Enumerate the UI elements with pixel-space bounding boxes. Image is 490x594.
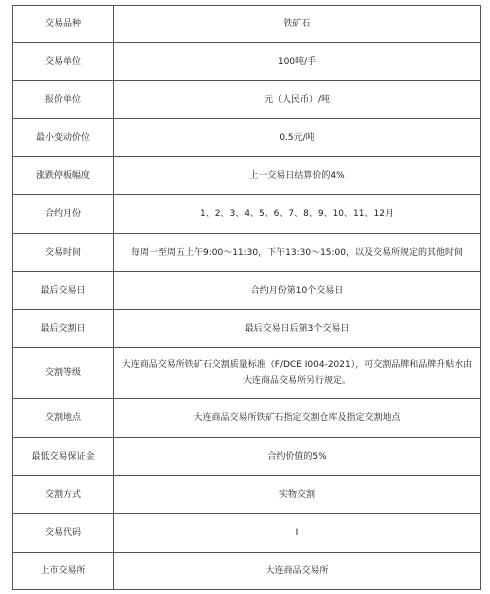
row-value: 最后交易日后第3个交易日 (114, 310, 481, 348)
contract-spec-container (12, 5, 481, 590)
row-label: 最低交易保证金 (13, 438, 114, 476)
table-row (13, 157, 481, 195)
row-value: 合约价值的5% (114, 438, 481, 476)
table-row (13, 6, 481, 43)
row-label: 交易时间 (13, 234, 114, 272)
contract-spec-table (12, 5, 481, 590)
table-row (13, 399, 481, 438)
row-label: 最后交易日 (13, 272, 114, 310)
row-value: 0.5元/吨 (114, 119, 481, 157)
row-value: 100吨/手 (114, 43, 481, 81)
row-label: 涨跌停板幅度 (13, 157, 114, 195)
row-value: I (114, 514, 481, 553)
row-label: 交割方式 (13, 476, 114, 514)
row-label: 上市交易所 (13, 553, 114, 590)
row-value: 上一交易日结算价的4% (114, 157, 481, 195)
table-row (13, 438, 481, 476)
row-value: 1、2、3、4、5、6、7、8、9、10、11、12月 (114, 195, 481, 234)
row-label: 交割等级 (13, 348, 114, 399)
row-value: 元（人民币）/吨 (114, 81, 481, 119)
table-row (13, 195, 481, 234)
row-label: 交割地点 (13, 399, 114, 438)
row-value: 实物交割 (114, 476, 481, 514)
row-label: 最后交割日 (13, 310, 114, 348)
table-row (13, 514, 481, 553)
row-value: 合约月份第10个交易日 (114, 272, 481, 310)
table-row (13, 476, 481, 514)
row-value: 铁矿石 (114, 6, 481, 43)
row-value: 大连商品交易所铁矿石交割质量标准（F/DCE I004-2021），可交割品牌和品牌升贴水由大连商品交易所另行规定。 (114, 348, 481, 399)
row-label: 最小变动价位 (13, 119, 114, 157)
table-row (13, 310, 481, 348)
table-row (13, 43, 481, 81)
table-row (13, 348, 481, 399)
row-value: 大连商品交易所 (114, 553, 481, 590)
row-value: 大连商品交易所铁矿石指定交割仓库及指定交割地点 (114, 399, 481, 438)
table-row (13, 272, 481, 310)
row-label: 交易单位 (13, 43, 114, 81)
row-label: 合约月份 (13, 195, 114, 234)
row-label: 交易代码 (13, 514, 114, 553)
table-row (13, 119, 481, 157)
table-row (13, 553, 481, 590)
row-label: 报价单位 (13, 81, 114, 119)
table-row (13, 234, 481, 272)
table-row (13, 81, 481, 119)
row-value: 每周一至周五上午9:00～11:30，下午13:30～15:00，以及交易所规定的其他时间 (114, 234, 481, 272)
row-label: 交易品种 (13, 6, 114, 43)
